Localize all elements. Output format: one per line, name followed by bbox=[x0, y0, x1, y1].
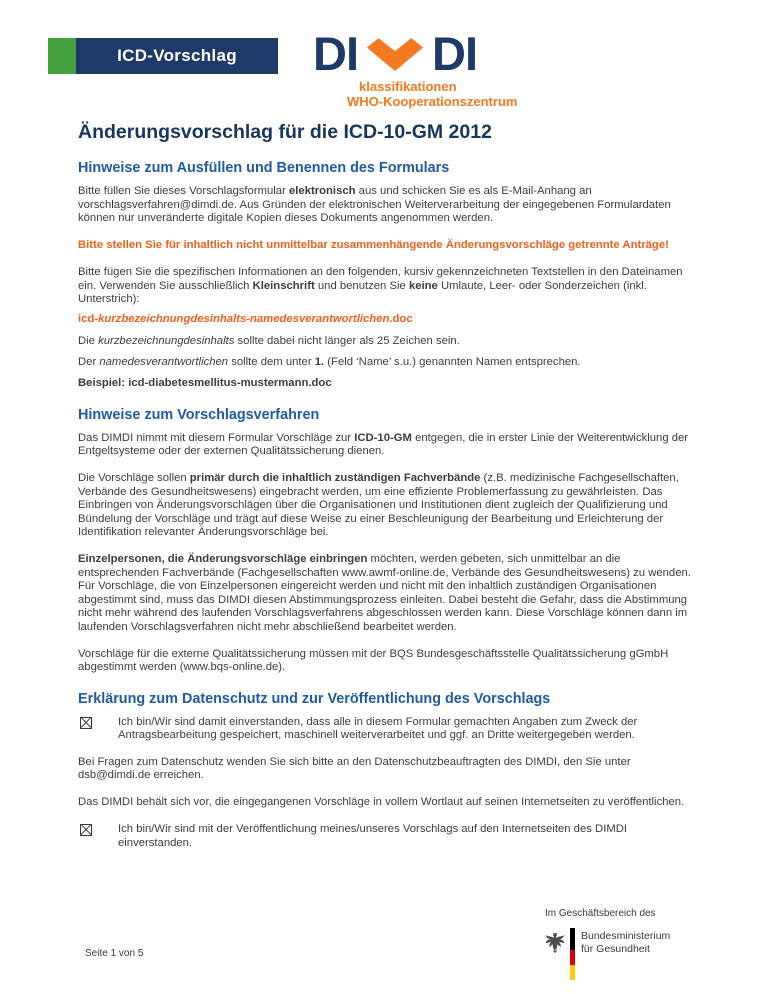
bmg-logo bbox=[544, 928, 670, 980]
dimdi-chevron-icon bbox=[359, 37, 431, 71]
text-segment: Der bbox=[78, 356, 100, 368]
paragraph-example-filename bbox=[78, 377, 694, 391]
text-segment-italic: kurzbezeichnungdesinhalts bbox=[98, 335, 235, 347]
text-segment: .doc bbox=[389, 312, 413, 325]
logo-letters-right: DI bbox=[432, 27, 477, 80]
text-segment: (Feld ‘Name’ s.u.) genannten Namen entsprechen. bbox=[324, 356, 581, 368]
dimdi-wordmark bbox=[313, 27, 517, 80]
badge-label: ICD-Vorschlag bbox=[117, 46, 237, 65]
text-segment-italic: kurzbezeichnungdesinhalts-namedesverantwortlichen bbox=[98, 312, 390, 325]
text-segment-bold: Einzelpersonen, die Änderungsvorschläge einbringen bbox=[78, 553, 368, 565]
flag-black-segment bbox=[570, 928, 575, 950]
dimdi-logo bbox=[313, 27, 518, 109]
paragraph-warning-separate-requests: Bitte stellen Sie für inhaltlich nicht unmittelbar zusammenhängende Änderungsvorschläge getrennte Anträge! bbox=[78, 239, 669, 251]
text-segment-bold: 1. bbox=[314, 356, 325, 368]
paragraph-bqs: Vorschläge für die externe Qualitätssicherung müssen mit der BQS Bundesgeschäftsstelle Qualitätssicherung gGmbH abgestimmt werden (www.bqs-online.de). bbox=[78, 647, 669, 673]
paragraph-publication-notice: Das DIMDI behält sich vor, die eingegangenen Vorschläge in vollem Wortlaut auf seinen Internetseiten zu veröffentlichen. bbox=[78, 796, 685, 808]
logo-subtitle-who: WHO-Kooperationszentrum bbox=[347, 94, 518, 109]
paragraph-dimdi-accepts bbox=[78, 432, 694, 459]
checkbox-publication[interactable] bbox=[80, 824, 92, 836]
text-segment-bold: keine bbox=[408, 279, 438, 292]
paragraph-einzelpersonen bbox=[78, 553, 694, 634]
text-segment-bold: ICD-10-GM bbox=[354, 431, 412, 444]
icd-vorschlag-badge bbox=[48, 38, 278, 74]
consent-row-publication bbox=[78, 823, 694, 850]
paragraph-fill-electronically bbox=[78, 185, 694, 226]
ministry-line-2: für Gesundheit bbox=[581, 942, 650, 955]
text-segment: Die bbox=[78, 335, 99, 347]
consent-row-data-processing bbox=[78, 716, 694, 743]
text-segment-bold: Beispiel: icd-diabetesmellitus-mustermann.doc bbox=[78, 377, 332, 389]
logo-letters-left: DI bbox=[313, 27, 358, 80]
text-segment: sollte dabei nicht länger als 25 Zeichen sein. bbox=[234, 335, 460, 347]
page-number: Seite 1 von 5 bbox=[85, 948, 144, 959]
text-segment: Die Vorschläge sollen bbox=[78, 472, 190, 484]
footer-administration-note: Im Geschäftsbereich des bbox=[545, 908, 656, 919]
flag-red-segment bbox=[570, 950, 575, 965]
badge-green-square bbox=[48, 38, 76, 74]
paragraph-fachverbaende bbox=[78, 472, 694, 540]
text-segment-italic: namedesverantwortlichen bbox=[99, 356, 229, 368]
federal-eagle-icon bbox=[544, 930, 566, 956]
logo-subtitle-klassifikationen: klassifikationen bbox=[359, 79, 457, 94]
checkbox-label-publication: Ich bin/Wir sind mit der Veröffentlichung meines/unseres Vorschlags auf den Internetseiten des DIMDI einverstanden. bbox=[118, 823, 628, 849]
section-heading-privacy: Erklärung zum Datenschutz und zur Veröffentlichung des Vorschlags bbox=[78, 690, 551, 707]
text-segment: und benutzen Sie bbox=[314, 279, 409, 292]
text-segment-bold: elektronisch bbox=[288, 185, 356, 197]
page-title: Änderungsvorschlag für die ICD-10-GM 2012 bbox=[78, 121, 492, 143]
text-segment: (z.B. medizinische Fachgesellschaften, Verbände des Gesundheitswesens) eingebracht werden, um eine effiziente Problemerfassung zu gewährleisten. Das Einbringen von Änderungsvorschlägen über die Organisationen und Institutionen dient zugleich der Qualifizierung und Bündelung der Vorschläge und trägt auf diese Weise zu einer Beschleunigung der Bearbeitung und Erleichterung der Identifikation relevanter Änderungsvorschläge bei. bbox=[78, 472, 679, 538]
text-segment-bold: Kleinschrift bbox=[252, 279, 315, 292]
text-segment: Bitte füllen Sie dieses Vorschlagsformular bbox=[78, 185, 289, 197]
paragraph-kurzbezeichnung-rule bbox=[78, 335, 694, 349]
section-heading-procedure: Hinweise zum Vorschlagsverfahren bbox=[78, 406, 320, 423]
badge-navy-bar bbox=[76, 38, 278, 74]
checkbox-label-data-processing: Ich bin/Wir sind damit einverstanden, dass alle in diesem Formular gemachten Angaben zum Zweck der Antragsbearbeitung gespeichert, maschinell weiterverarbeitet und ggf. an Dritte weitergegeben werden. bbox=[118, 715, 638, 741]
paragraph-name-rule bbox=[78, 356, 694, 370]
text-segment: entgegen, die in erster Linie der Weiterentwicklung der Entgeltsysteme oder der externen Qualitätssicherung dienen. bbox=[78, 431, 689, 457]
checkbox-data-processing[interactable] bbox=[80, 717, 92, 729]
document-body bbox=[78, 120, 694, 863]
text-segment: aus und schicken Sie es als E-Mail-Anhang an vorschlagsverfahren@dimdi.de. Aus Gründen der elektronischen Weiterverarbeitung der eingegebenen Formulardaten können nur unveränderte digitale Kopien dieses Dokuments angenommen werden. bbox=[78, 185, 671, 224]
text-segment: sollte dem unter bbox=[228, 356, 315, 368]
text-segment: icd- bbox=[78, 312, 99, 325]
text-segment: Bitte fügen Sie die spezifischen Informationen an den folgenden, kursiv gekennzeichneten Textstellen in den Dateinamen ein. Verwenden Sie ausschließlich bbox=[78, 266, 683, 292]
flag-gold-segment bbox=[570, 965, 575, 980]
ministry-line-1: Bundesministerium bbox=[581, 930, 671, 942]
logo-subtitle bbox=[313, 79, 517, 109]
text-segment: Das DIMDI nimmt mit diesem Formular Vorschläge zur bbox=[78, 431, 355, 444]
paragraph-filename-instructions bbox=[78, 266, 694, 307]
paragraph-datenschutzbeauftragter: Bei Fragen zum Datenschutz wenden Sie sich bitte an den Datenschutzbeauftragten des DIMDI, den Sie unter dsb@dimdi.de erreichen. bbox=[78, 755, 631, 781]
text-segment: Umlaute, Leer- oder Sonderzeichen (inkl. Unterstrich): bbox=[78, 279, 647, 305]
ministry-name bbox=[581, 928, 670, 955]
text-segment-bold: primär durch die inhaltlich zuständigen Fachverbände bbox=[189, 472, 481, 484]
text-segment: möchten, werden gebeten, sich unmittelbar an die entsprechenden Fachverbände (Fachgesellschaften www.awmf-online.de, Verbände des Gesundheitswesens) zu wenden. Für Vorschläge, die von Einzelpersonen eingereicht werden und nicht mit den inhaltlich zuständigen Organisationen abgestimmt sind, muss das DIMDI diesen Abstimmungsprozess einleiten. Dabei besteht die Gefahr, dass die Abstimmung nicht mehr während des laufenden Vorschlagsverfahrens abgeschlossen werden kann. Diese Vorschläge können dann im laufenden Vorschlagsverfahren nicht mehr abschließend bearbeitet werden. bbox=[78, 553, 691, 633]
german-flag-stripe bbox=[570, 928, 575, 980]
filename-pattern bbox=[78, 313, 694, 327]
section-heading-form: Hinweise zum Ausfüllen und Benennen des Formulars bbox=[78, 160, 450, 176]
